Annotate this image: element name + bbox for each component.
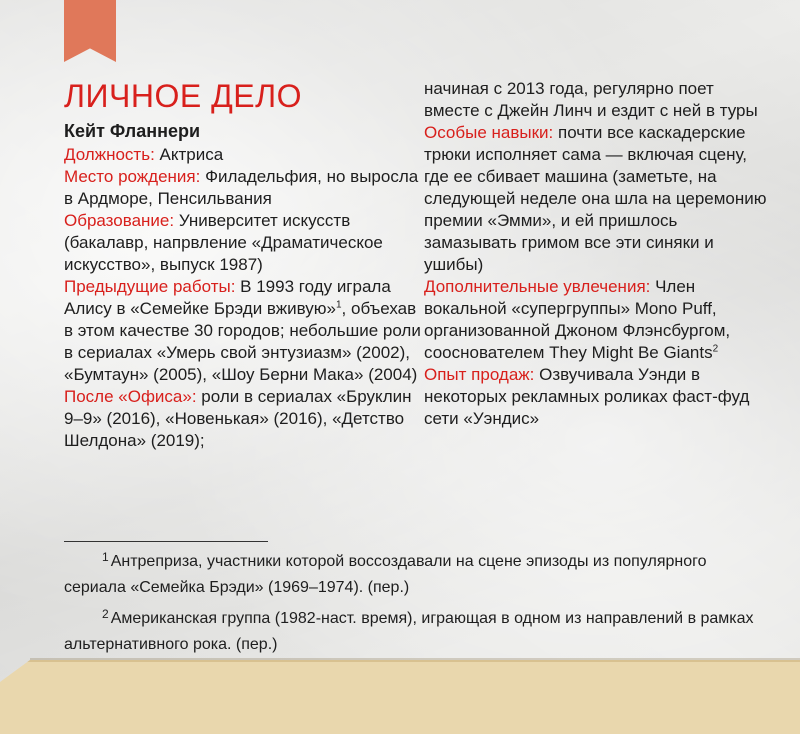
footnotes xyxy=(64,544,754,658)
field-value: Член вокальной «супергруппы» Mono Puff, организованной Джоном Флэнсбургом, сооснователем They Might Be Giants xyxy=(424,277,731,362)
page-title: ЛИЧНОЕ ДЕЛО xyxy=(64,78,302,114)
field-value: В 1993 году играла Алису в «Семейке Брэди вживую» xyxy=(64,277,391,318)
field-label: Образование: xyxy=(64,211,175,230)
footnote-text: Антреприза, участники которой воссоздавали на сцене эпизоды из популярного сериала «Семейка Брэди» (1969–1974). (пер.) xyxy=(64,553,707,596)
field-label: Особые навыки: xyxy=(424,123,554,142)
field-label: После «Офиса»: xyxy=(64,387,197,406)
field-hobbies xyxy=(424,276,774,364)
field-label: Опыт продаж: xyxy=(424,365,535,384)
footnote-item xyxy=(64,544,754,601)
footnote-ref: 2 xyxy=(712,343,719,355)
field-value: начиная с 2013 года, регулярно поет вместе с Джейн Линч и ездит с ней в туры xyxy=(424,79,758,120)
field-education xyxy=(64,210,424,276)
field-value: роли в сериалах «Бруклин 9–9» (2016), «Новенькая» (2016), «Детство Шелдона» (2019); xyxy=(64,387,412,450)
field-label: Место рождения: xyxy=(64,167,201,186)
field-sales-experience xyxy=(424,364,774,430)
field-after-office xyxy=(64,386,424,452)
field-value: Университет искусств (бакалавр, напрвление «Драматическое искусство», выпуск 1987) xyxy=(64,211,383,274)
manila-folder xyxy=(0,660,800,734)
field-special-skills xyxy=(424,122,774,276)
footnote-text: Американская группа (1982-наст. время), играющая в одном из направлений в рамках альтернативного рока. (пер.) xyxy=(64,610,754,653)
field-previous-work xyxy=(64,276,424,386)
footnote-item xyxy=(64,601,754,658)
field-after-office-cont xyxy=(424,78,774,122)
footnote-number: 2 xyxy=(102,607,109,621)
field-label: Предыдущие работы: xyxy=(64,277,236,296)
left-column xyxy=(64,118,424,452)
footnote-ref: 1 xyxy=(335,299,342,311)
field-birthplace xyxy=(64,166,424,210)
person-name: Кейт Фланнери xyxy=(64,121,201,141)
field-position xyxy=(64,144,424,166)
field-label: Дополнительные увлечения: xyxy=(424,277,651,296)
field-value: Озвучивала Уэнди в некоторых рекламных роликах фаст-фуд сети «Уэндис» xyxy=(424,365,750,428)
field-value-cont: , объехав в этом качестве 30 городов; небольшие роли в сериалах «Умерь свой энтузиазм» (2002), «Бумтаун» (2005), «Шоу Берни Мака» (2004) xyxy=(64,299,421,384)
field-value: Филадельфия, но выросла в Ардморе, Пенсильвания xyxy=(64,167,419,208)
right-column xyxy=(424,78,774,430)
field-label: Должность: xyxy=(64,145,155,164)
footnote-divider xyxy=(64,541,268,542)
field-value: Актриса xyxy=(154,145,224,164)
field-value: почти все каскадерские трюки исполняет сама — включая сцену, где ее сбивает машина (заметьте, на следующей неделе она шла на церемонию премии «Эмми», и ей пришлось замазывать гримом все эти синяки и ушибы) xyxy=(424,123,767,274)
footnote-number: 1 xyxy=(102,550,109,564)
